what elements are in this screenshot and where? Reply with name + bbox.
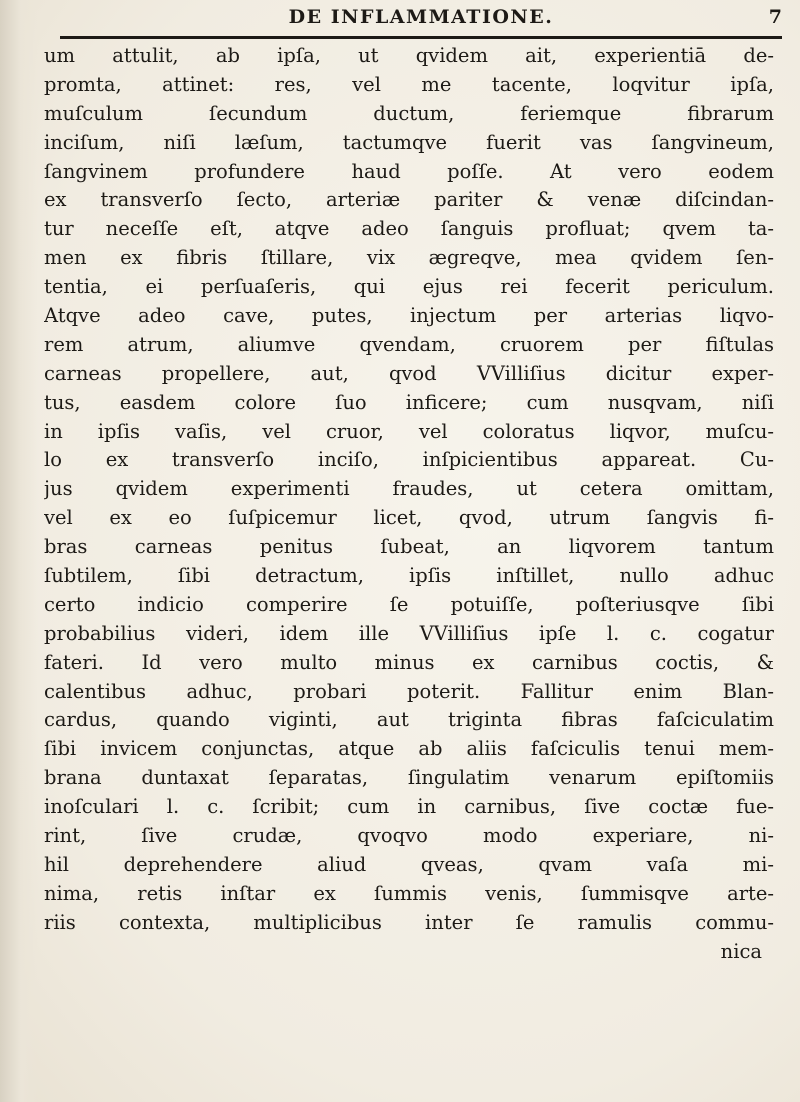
- text-line: rem atrum, aliumve qvendam, cruorem per fiſtulas: [44, 332, 774, 356]
- text-line: tus, easdem colore ſuo inficere; cum nusqvam, niſi: [44, 390, 774, 414]
- text-line-catchword: nica: [720, 939, 762, 963]
- text-line: ſangvinem profundere haud poſſe. At vero eodem: [44, 159, 774, 183]
- text-line: riis contexta, multiplicibus inter ſe ramulis commu-: [44, 910, 774, 934]
- text-line: promta, attinet: res, vel me tacente, loqvitur ipſa,: [44, 72, 774, 96]
- text-line: ex transverſo ſecto, arteriæ pariter & venæ diſcindan-: [44, 188, 774, 212]
- gutter-shadow: [0, 0, 38, 1102]
- text-line: probabilius videri, idem ille VVilliſius ipſe l. c. cogatur: [44, 621, 774, 645]
- text-line: cardus, quando viginti, aut triginta fibras faſciculatim: [44, 708, 774, 732]
- text-line: tentia, ei perſuaſeris, qui ejus rei fecerit periculum.: [44, 275, 774, 299]
- text-line: bras carneas penitus ſubeat, an liqvorem tantum: [44, 535, 774, 559]
- text-line: um attulit, ab ipſa, ut qvidem ait, experientiā de-: [44, 44, 774, 67]
- page-header: [60, 6, 782, 36]
- text-line: certo indicio comperire ſe potuiſſe, poſteriusqve ſibi: [44, 592, 774, 616]
- text-line: fateri. Id vero multo minus ex carnibus coctis, &: [44, 650, 774, 674]
- text-line: lo ex transverſo inciſo, inſpicientibus appareat. Cu-: [44, 448, 774, 472]
- text-line: men ex fibris ſtillare, vix ægreqve, mea qvidem ſen-: [44, 246, 774, 270]
- text-line: vel ex eo ſuſpicemur licet, qvod, utrum ſangvis fi-: [44, 506, 774, 530]
- text-line: in ipſis vaſis, vel cruor, vel coloratus liqvor, muſcu-: [44, 419, 774, 443]
- running-head: DE INFLAMMATIONE.: [288, 6, 554, 28]
- text-line: muſculum ſecundum ductum, feriemque fibrarum: [44, 101, 774, 125]
- page-number: 7: [768, 6, 782, 28]
- text-line: calentibus adhuc, probari poterit. Fallitur enim Blan-: [44, 679, 774, 703]
- text-line: brana duntaxat ſeparatas, ſingulatim venarum epiſtomiis: [44, 766, 774, 790]
- header-rule: [60, 36, 782, 39]
- text-line: ſibi invicem conjunctas, atque ab aliis faſciculis tenui mem-: [44, 737, 774, 761]
- text-line: inciſum, niſi læſum, tactumqve fuerit vas ſangvineum,: [44, 130, 774, 154]
- text-line: carneas propellere, aut, qvod VVilliſius dicitur exper-: [44, 361, 774, 385]
- text-line: ſubtilem, ſibi detractum, ipſis inſtillet, nullo adhuc: [44, 564, 774, 588]
- text-line: nima, retis inſtar ex ſummis venis, ſummisqve arte-: [44, 881, 774, 905]
- text-line: Atqve adeo cave, putes, injectum per arterias liqvo-: [44, 304, 774, 328]
- text-line: inoſculari l. c. ſcribit; cum in carnibus, ſive coctæ fue-: [44, 795, 774, 819]
- body-text: [44, 42, 774, 967]
- text-line: rint, ſive crudæ, qvoqvo modo experiare, ni-: [44, 824, 774, 848]
- text-line: jus qvidem experimenti fraudes, ut cetera omittam,: [44, 477, 774, 501]
- text-line: hil deprehendere aliud qveas, qvam vaſa mi-: [44, 852, 774, 876]
- text-line: tur neceſſe eſt, atqve adeo ſanguis profluat; qvem ta-: [44, 217, 774, 241]
